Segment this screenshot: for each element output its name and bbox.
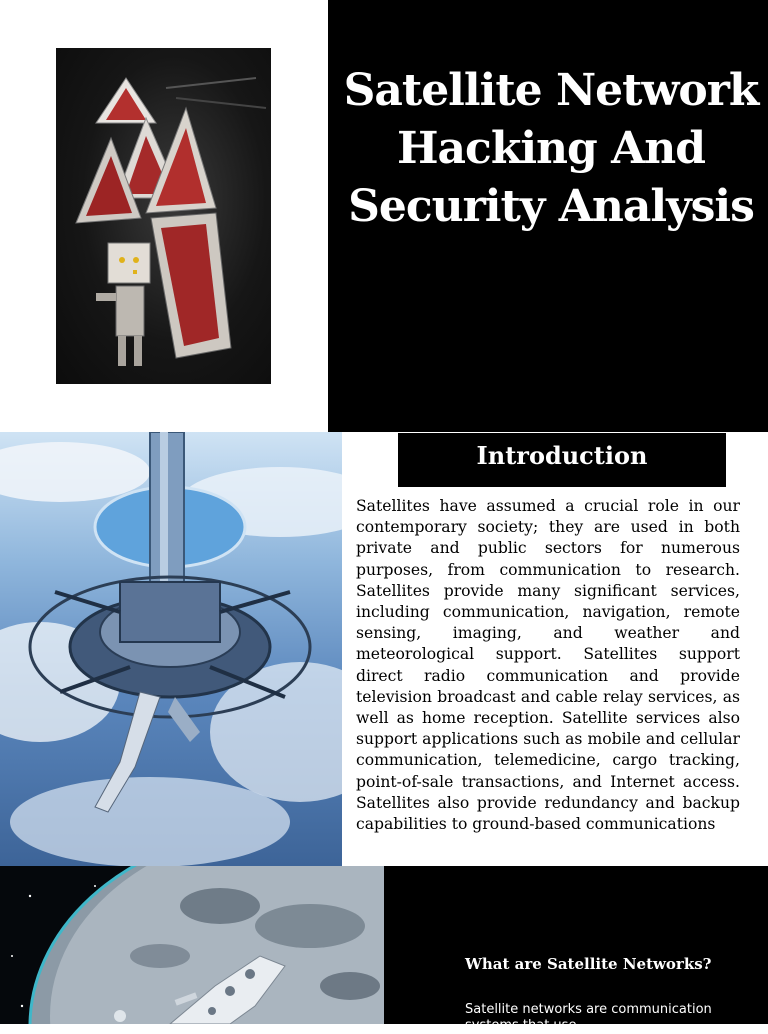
- moon-satellite-illustration: [0, 866, 384, 1024]
- space-station-illustration: [0, 432, 342, 866]
- satellite-networks-text: Satellite networks are communication systems that use: [465, 1002, 712, 1033]
- card-house-robot-image: [56, 48, 271, 384]
- document-title: Satellite Network Hacking And Security Analysis: [343, 65, 759, 232]
- space-station-image: [0, 432, 342, 866]
- satellite-networks-panel: [384, 866, 768, 1024]
- satellite-networks-heading: What are Satellite Networks?: [465, 955, 712, 973]
- moon-satellite-image: [0, 866, 384, 1024]
- introduction-heading: Introduction: [476, 441, 648, 470]
- card-house-illustration: [56, 48, 271, 384]
- introduction-text: Satellites have assumed a crucial role in our contemporary society; they are used in both private and public sectors for numerous purposes, from communication to research. Satellites provide many significant services, including communication, navigation, remote sensing, imaging, and weather and meteorological support. Satellites support direct radio communication and provide television broadcast and cable relay services, as well as home reception. Satellite services also support applications such as mobile and cellular communication, telemedicine, cargo tracking, point-of-sale transactions, and Internet access. Satellites also provide redundancy and backup capabilities to ground-based communications: [356, 497, 740, 834]
